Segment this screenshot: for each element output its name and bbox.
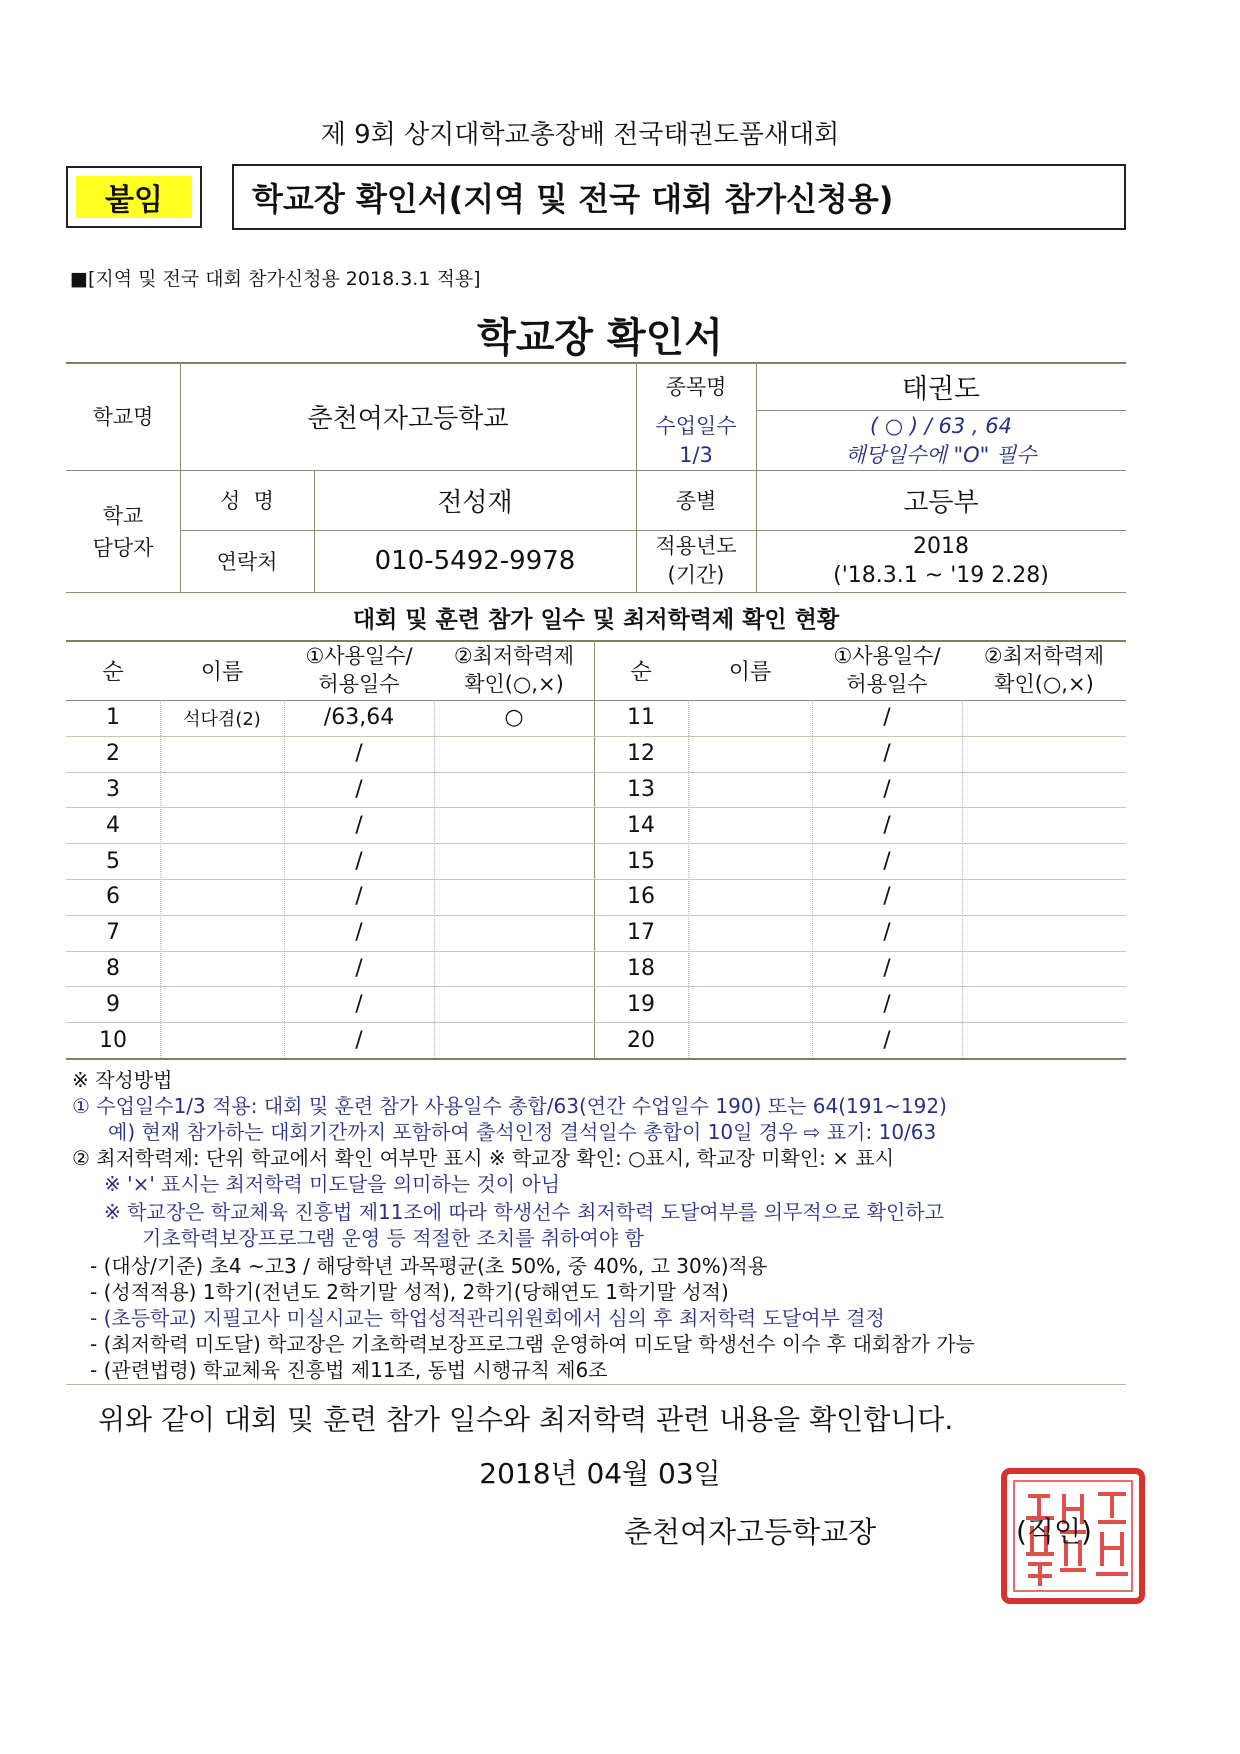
seal-label: (직인) [1016, 1515, 1092, 1548]
table-cell-days: / [883, 741, 891, 767]
table-cell-name [160, 879, 284, 915]
table-cell-name [688, 700, 812, 736]
table-cell-days: / [883, 991, 891, 1017]
table-cell-days: / [883, 705, 891, 731]
table-cell-name [160, 915, 284, 951]
col-header-name-right: 이름 [728, 659, 772, 685]
table-cell-days: / [355, 955, 363, 981]
manager-label [66, 500, 180, 564]
class-days-label [636, 412, 756, 470]
note-9: - (관련법령) 학교체육 진흥법 제11조, 동법 시행규칙 제6조 [90, 1358, 608, 1382]
table-cell-name [688, 915, 812, 951]
table-cell-check [962, 986, 1126, 1022]
table-cell-no: 15 [627, 848, 655, 874]
table-cell-days: / [883, 884, 891, 910]
table-cell-name [160, 986, 284, 1022]
note-3: ※ '×' 표시는 최저학력 미도달을 의미하는 것이 아님 [104, 1172, 561, 1196]
table-cell-name [160, 772, 284, 808]
table-cell-no: 16 [627, 884, 655, 910]
table-cell-no: 14 [627, 812, 655, 838]
table-cell-name [688, 736, 812, 772]
issue-date: 2018년 04월 03일 [479, 1457, 721, 1490]
table-cell-check [962, 951, 1126, 987]
manager-label-line2: 담당자 [92, 536, 154, 560]
table-cell-check [434, 986, 594, 1022]
col-header-check-line2: 확인(○,×) [464, 672, 564, 696]
manager-label-line1: 학교 [102, 504, 144, 528]
table-cell-check [962, 879, 1126, 915]
table-cell-check [434, 1022, 594, 1058]
doc-title: 학교장 확인서(지역 및 전국 대회 참가신청용) [252, 180, 894, 218]
table-cell-check [962, 915, 1126, 951]
table-cell-no: 5 [106, 848, 120, 874]
note-6: - (성적적용) 1학기(전년도 2학기말 성적), 2학기(당해연도 1학기말 성적) [90, 1280, 729, 1304]
contact-value: 010-5492-9978 [374, 546, 576, 576]
note-4b: 기초학력보장프로그램 운영 등 적절한 조치를 취하여야 함 [142, 1226, 644, 1250]
table-cell-name [688, 951, 812, 987]
table-cell-days: / [355, 884, 363, 910]
table-cell-days: / [883, 955, 891, 981]
category-label: 종별 [675, 489, 717, 513]
doc-title-box [232, 164, 1126, 230]
table-cell-check [962, 1022, 1126, 1058]
note-8: - (최저학력 미도달) 학교장은 기초학력보장프로그램 운영하여 미도달 학생선수 이수 후 대회참가 가능 [90, 1332, 975, 1356]
table-cell-no: 7 [106, 920, 120, 946]
category-value: 고등부 [903, 487, 979, 518]
table-cell-check [434, 772, 594, 808]
table-cell-days: / [883, 848, 891, 874]
table-cell-no: 9 [106, 991, 120, 1017]
table-cell-check [434, 736, 594, 772]
confirmation-text: 위와 같이 대회 및 훈련 참가 일수와 최저학력 관련 내용을 확인합니다. [98, 1403, 954, 1436]
table-cell-days: / [355, 848, 363, 874]
note-4: ※ 학교장은 학교체육 진흥법 제11조에 따라 학생선수 최저학력 도달여부를 의무적으로 확인하고 [104, 1200, 944, 1224]
section-title: 대회 및 훈련 참가 일수 및 최저학력제 확인 현황 [352, 607, 840, 633]
table-cell-no: 3 [106, 776, 120, 802]
col-header-check [434, 642, 594, 698]
table-cell-name [688, 879, 812, 915]
note-1b: 예) 현재 참가하는 대회기간까지 포함하여 출석인정 결석일수 총합이 10일 경우 ⇨ 표기: 10/63 [108, 1120, 937, 1144]
attachment-badge [66, 166, 202, 228]
note-7: - (초등학교) 지필고사 미실시교는 학업성적관리위원회에서 심의 후 최저학력 도달여부 결정 [90, 1306, 885, 1330]
table-cell-days: / [355, 776, 363, 802]
table-cell-name [688, 843, 812, 879]
col-header-days-line1: ①사용일수/ [305, 644, 413, 668]
table-cell-days: / [355, 991, 363, 1017]
col-header-days-right [812, 642, 962, 698]
table-cell-check [962, 843, 1126, 879]
table-cell-check [962, 736, 1126, 772]
col-header-days-right-line1: ①사용일수/ [833, 644, 941, 668]
table-cell-check [962, 807, 1126, 843]
manager-name-label: 성 명 [220, 489, 274, 513]
principal-name: 춘천여자고등학교장 [624, 1515, 877, 1549]
table-cell-check [434, 879, 594, 915]
table-cell-no: 6 [106, 884, 120, 910]
table-cell-name [160, 1022, 284, 1058]
table-cell-no: 8 [106, 955, 120, 981]
table-cell-days: /63,64 [323, 705, 395, 731]
col-header-check-line1: ②최저학력제 [453, 644, 575, 668]
class-days-label-line2: 1/3 [679, 443, 713, 467]
table-cell-no: 12 [627, 741, 655, 767]
table-cell-check [434, 843, 594, 879]
col-header-days-line2: 허용일수 [318, 672, 400, 696]
table-cell-no: 10 [99, 1027, 127, 1053]
table-cell-no: 2 [106, 741, 120, 767]
school-name-label: 학교명 [92, 405, 154, 429]
table-cell-no: 19 [627, 991, 655, 1017]
class-days-value [756, 412, 1126, 470]
table-cell-name [688, 772, 812, 808]
notes-heading: ※ 작성방법 [72, 1068, 173, 1092]
table-cell-days: / [883, 1027, 891, 1053]
apply-year-label-line2: (기간) [667, 563, 725, 587]
col-header-check-right-line2: 확인(○,×) [994, 672, 1094, 696]
table-cell-name [160, 843, 284, 879]
table-cell-days: / [883, 920, 891, 946]
note-2: ② 최저학력제: 단위 학교에서 확인 여부만 표시 ※ 학교장 확인: ○표시, 학교장 미확인: × 표시 [72, 1146, 895, 1170]
table-cell-no: 20 [627, 1027, 655, 1053]
event-title: 제 9회 상지대학교총장배 전국태권도품새대회 [320, 120, 840, 150]
class-days-value-line1: ( ○ ) / 63 , 64 [870, 414, 1012, 438]
col-header-days [284, 642, 434, 698]
table-cell-check [434, 915, 594, 951]
sport-label: 종목명 [665, 375, 727, 399]
table-cell-days: / [883, 812, 891, 838]
table-cell-no: 1 [106, 705, 120, 731]
table-cell-name: 석다겸(2) [183, 708, 261, 730]
col-header-name: 이름 [200, 659, 244, 685]
col-header-no: 순 [102, 659, 124, 685]
form-notice: ■[지역 및 전국 대회 참가신청용 2018.3.1 적용] [70, 268, 481, 290]
table-cell-no: 4 [106, 812, 120, 838]
note-5: - (대상/기준) 초4 ~고3 / 해당학년 과목평균(초 50%, 중 40%, 고 30%)적용 [90, 1254, 768, 1278]
table-cell-name [688, 986, 812, 1022]
table-cell-days: / [355, 741, 363, 767]
school-name-value: 춘천여자고등학교 [307, 403, 509, 434]
class-days-value-line2: 해당일수에 "O" 필수 [845, 443, 1037, 467]
table-cell-check [434, 807, 594, 843]
table-cell-name [160, 951, 284, 987]
table-cell-name [160, 807, 284, 843]
col-header-check-right-line1: ②최저학력제 [983, 644, 1105, 668]
table-cell-name [160, 736, 284, 772]
table-cell-name [688, 1022, 812, 1058]
table-cell-check [962, 700, 1126, 736]
col-header-no-right: 순 [630, 659, 652, 685]
form-title: 학교장 확인서 [477, 315, 723, 361]
apply-year-label-line1: 적용년도 [655, 534, 737, 558]
sport-value: 태권도 [901, 373, 981, 405]
table-cell-no: 11 [627, 705, 655, 731]
table-cell-days: / [355, 812, 363, 838]
col-header-check-right [962, 642, 1126, 698]
col-header-days-right-line2: 허용일수 [846, 672, 928, 696]
table-cell-no: 18 [627, 955, 655, 981]
apply-year-value-line2: ('18.3.1 ~ '19 2.28) [833, 563, 1049, 588]
table-cell-no: 13 [627, 776, 655, 802]
table-cell-days: / [355, 920, 363, 946]
table-cell-check: ○ [504, 705, 524, 731]
table-cell-name [688, 807, 812, 843]
table-cell-check [434, 951, 594, 987]
table-cell-days: / [355, 1027, 363, 1053]
table-cell-check [962, 772, 1126, 808]
table-cell-days: / [883, 776, 891, 802]
apply-year-value-line1: 2018 [913, 534, 969, 559]
contact-label: 연락처 [216, 550, 278, 574]
apply-year-value [756, 532, 1126, 590]
attachment-badge-label: 붙임 [76, 176, 192, 218]
apply-year-label [636, 532, 756, 590]
class-days-label-line1: 수업일수 [655, 414, 737, 438]
manager-name-value: 전성재 [437, 487, 513, 518]
table-cell-no: 17 [627, 920, 655, 946]
note-1: ① 수업일수1/3 적용: 대회 및 훈련 참가 사용일수 총합/63(연간 수업일수 190) 또는 64(191~192) [72, 1094, 947, 1118]
